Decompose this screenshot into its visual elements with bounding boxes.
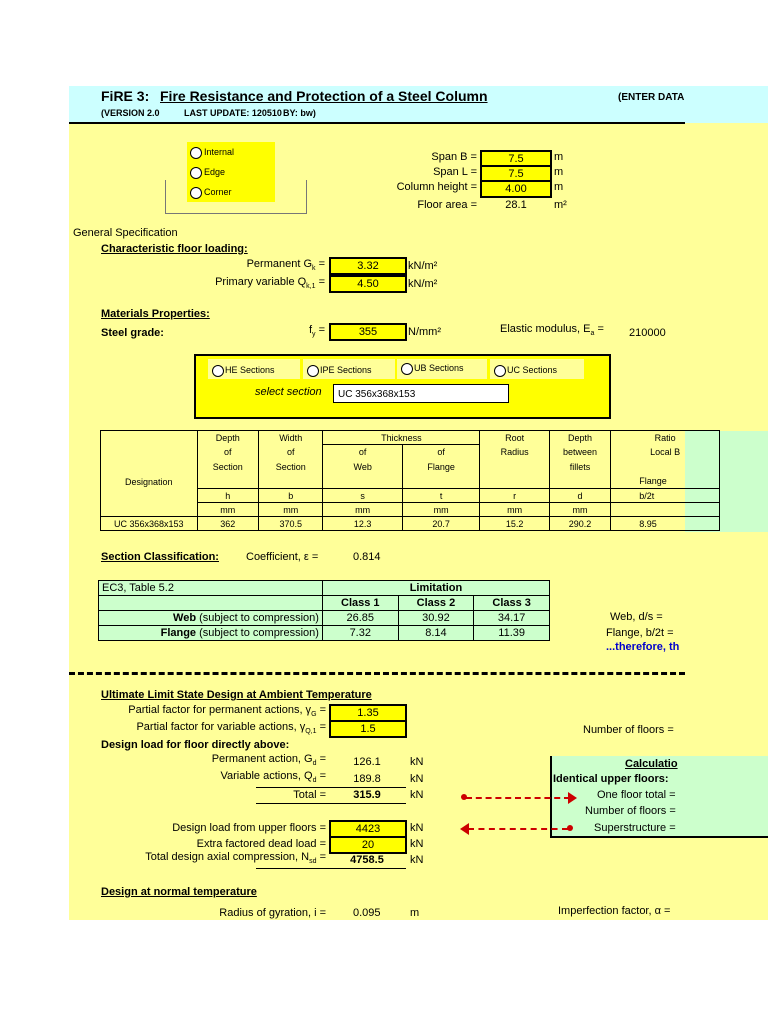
unit-t: mm <box>402 503 480 517</box>
fy-unit: N/mm² <box>408 326 441 338</box>
var-action-value: 189.8 <box>353 773 381 785</box>
design-load-heading: Design load for floor directly above: <box>101 739 290 751</box>
axial-unit: kN <box>410 854 424 866</box>
depth-h2: of <box>197 445 258 460</box>
version: (VERSION 2.0 <box>101 108 160 118</box>
unit-b: mm <box>259 503 323 517</box>
calc-num-floors: Number of floors = <box>585 805 676 817</box>
axial-rule <box>256 868 406 869</box>
total-label: Total = <box>293 789 326 801</box>
floor-area-unit: m² <box>554 199 567 211</box>
depth-h3: Section <box>197 460 258 475</box>
web-row-label: Web <box>173 612 197 624</box>
depth-h1: Depth <box>197 431 258 445</box>
perm-action-label: Permanent action, $G_d$ = <box>211 753 326 768</box>
last-update: LAST UPDATE: 120510 <box>184 108 282 118</box>
class1-header: Class 1 <box>322 596 398 611</box>
sym-h: h <box>197 489 258 503</box>
span-l-unit: m <box>554 166 564 178</box>
unit-r: mm <box>480 503 549 517</box>
normal-temp-heading: Design at normal temperature <box>101 886 257 898</box>
table-row <box>99 626 550 641</box>
row-b: 370.5 <box>259 517 323 531</box>
axial-label: Total design axial compression, $N_{sd}$ = <box>145 851 326 866</box>
radio-ub[interactable] <box>401 363 413 375</box>
total-rule-top <box>256 787 406 788</box>
pf-var-input[interactable]: 1.5 <box>329 720 407 738</box>
flange-row-note: (subject to compression) <box>199 627 319 639</box>
section-divider <box>69 672 685 675</box>
num-floors-label: Number of floors = <box>583 724 674 736</box>
variable-unit: kN/m² <box>408 278 438 290</box>
gyration-unit: m <box>410 907 420 919</box>
gyration-label: Radius of gyration, i = <box>219 907 326 919</box>
gyration-value: 0.095 <box>353 907 381 919</box>
char-loading-heading: Characteristic floor loading: <box>101 243 248 255</box>
arrow-end-dot <box>567 825 573 831</box>
unit-h: mm <box>197 503 258 517</box>
web-row-note: (subject to compression) <box>199 612 319 624</box>
select-section-label: select section <box>255 386 322 398</box>
width-h2: of <box>259 445 323 460</box>
extra-dead-input[interactable]: 20 <box>329 836 407 854</box>
section-dropdown[interactable]: UC 356x368x153 <box>333 384 509 403</box>
radio-he-label: HE Sections <box>225 365 275 375</box>
web-h2: Web <box>323 460 403 475</box>
radio-corner[interactable] <box>190 187 202 199</box>
classification-table <box>98 580 550 641</box>
fy-label: $f_y$ = <box>308 324 325 339</box>
sym-r: r <box>480 489 549 503</box>
floor-area-value: 28.1 <box>505 199 527 211</box>
author: BY: bw) <box>283 108 316 118</box>
row-h: 362 <box>197 517 258 531</box>
fy-input[interactable]: 355 <box>329 323 407 341</box>
root-h1: Root <box>480 431 549 445</box>
sym-b2t: b/2t <box>611 489 720 503</box>
designation-header: Designation <box>101 475 198 489</box>
width-h3: Section <box>259 460 323 475</box>
web-class1: 26.85 <box>322 611 398 626</box>
steel-grade-label: Steel grade: <box>101 327 164 339</box>
ratio-h1: Ratio <box>611 431 720 445</box>
upper-floors-label: Design load from upper floors = <box>172 822 326 834</box>
coefficient-label: Coefficient, ε = <box>246 551 319 563</box>
pf-var-label: Partial factor for variable actions, $\gamma_{Q,1}$ = <box>136 721 326 736</box>
span-l-input[interactable]: 7.5 <box>480 165 552 183</box>
thickness-header: Thickness <box>323 431 480 445</box>
row-designation: UC 356x368x153 <box>101 517 198 531</box>
span-b-label: Span B = <box>431 151 477 163</box>
radio-internal[interactable] <box>190 147 202 159</box>
column-height-input[interactable]: 4.00 <box>480 180 552 198</box>
section-dimensions-table <box>100 430 720 531</box>
total-rule-bottom <box>256 803 406 804</box>
title-underline <box>69 122 685 124</box>
therefore-text: ...therefore, th <box>606 641 680 653</box>
sym-b: b <box>259 489 323 503</box>
flange-ratio-label: Flange, b/2t = <box>606 627 674 639</box>
unit-s: mm <box>323 503 403 517</box>
enter-data-note: (ENTER DATA <box>618 92 685 103</box>
permanent-unit: kN/m² <box>408 260 438 272</box>
radio-corner-label: Corner <box>204 187 232 197</box>
var-action-unit: kN <box>410 773 424 785</box>
flange-h2: Flange <box>402 460 480 475</box>
radio-ipe[interactable] <box>307 365 319 377</box>
flange-row-label: Flange <box>160 627 197 639</box>
calc-title: Calculatio <box>625 758 678 770</box>
web-class3: 34.17 <box>474 611 550 626</box>
variable-load-input[interactable]: 4.50 <box>329 275 407 293</box>
column-height-label: Column height = <box>396 181 477 193</box>
class3-header: Class 3 <box>474 596 550 611</box>
between-h1: Depth <box>549 431 610 445</box>
radio-uc[interactable] <box>494 365 506 377</box>
span-l-label: Span L = <box>433 166 477 178</box>
row-b2t: 8.95 <box>611 517 720 531</box>
elastic-modulus-label: Elastic modulus, $E_a$ = <box>500 323 604 338</box>
limitation-header: Limitation <box>322 581 549 596</box>
app-prefix: FiRE 3: <box>101 88 150 104</box>
sym-d: d <box>549 489 610 503</box>
column-height-unit: m <box>554 181 564 193</box>
span-b-input[interactable]: 7.5 <box>480 150 552 168</box>
ratio-flange-header: Flange <box>611 475 720 489</box>
variable-label: Primary variable $Q_{k,1}$ = <box>215 276 325 291</box>
extra-dead-unit: kN <box>410 838 424 850</box>
row-t: 20.7 <box>402 517 480 531</box>
perm-action-value: 126.1 <box>353 756 381 768</box>
var-action-label: Variable actions, $Q_d$ = <box>220 770 326 785</box>
permanent-load-input[interactable]: 3.32 <box>329 257 407 275</box>
upper-floors-input[interactable]: 4423 <box>329 820 407 838</box>
uls-heading: Ultimate Limit State Design at Ambient Temperature <box>101 689 372 701</box>
flange-h1: of <box>402 445 480 460</box>
general-spec-heading: General Specification <box>73 227 178 239</box>
class2-header: Class 2 <box>398 596 474 611</box>
radio-edge-label: Edge <box>204 167 226 177</box>
radio-edge[interactable] <box>190 167 202 179</box>
unit-d: mm <box>549 503 610 517</box>
materials-heading: Materials Properties: <box>101 308 210 320</box>
classification-heading: Section Classification: <box>101 551 219 563</box>
radio-ub-label: UB Sections <box>414 363 464 373</box>
radio-uc-label: UC Sections <box>507 365 558 375</box>
imperfection-label: Imperfection factor, α = <box>558 905 671 917</box>
span-b-unit: m <box>554 151 564 163</box>
between-h2: between <box>549 445 610 460</box>
radio-ipe-label: IPE Sections <box>320 365 372 375</box>
permanent-label: Permanent $G_k$ = <box>246 258 325 273</box>
total-link-arrow <box>466 797 570 799</box>
row-s: 12.3 <box>323 517 403 531</box>
radio-internal-label: Internal <box>204 147 235 157</box>
arrow-right-head <box>568 792 577 804</box>
flange-class2: 8.14 <box>398 626 474 641</box>
ratio-h2: Local B <box>611 445 720 460</box>
radio-he[interactable] <box>212 365 224 377</box>
identical-floors: Identical upper floors: <box>553 773 669 785</box>
total-unit: kN <box>410 789 424 801</box>
total-value: 315.9 <box>353 789 381 801</box>
sym-s: s <box>323 489 403 503</box>
width-h1: Width <box>259 431 323 445</box>
flange-class3: 11.39 <box>474 626 550 641</box>
web-class2: 30.92 <box>398 611 474 626</box>
floor-area-label: Floor area = <box>417 199 477 211</box>
position-frame <box>165 180 307 214</box>
web-h1: of <box>323 445 403 460</box>
coefficient-value: 0.814 <box>353 551 381 563</box>
one-floor-total: One floor total = <box>597 789 676 801</box>
axial-value: 4758.5 <box>350 854 384 866</box>
upper-floors-unit: kN <box>410 822 424 834</box>
flange-class1: 7.32 <box>322 626 398 641</box>
sym-t: t <box>402 489 480 503</box>
pf-perm-input[interactable]: 1.35 <box>329 704 407 722</box>
between-h3: fillets <box>549 460 610 475</box>
perm-action-unit: kN <box>410 756 424 768</box>
page-title: Fire Resistance and Protection of a Steel Column <box>160 88 488 104</box>
extra-dead-label: Extra factored dead load = <box>196 838 326 850</box>
web-ratio-label: Web, d/s = <box>610 611 663 623</box>
table-ref: EC3, Table 5.2 <box>99 581 323 596</box>
row-r: 15.2 <box>480 517 549 531</box>
upper-link-arrow <box>468 828 568 830</box>
superstructure: Superstructure = <box>594 822 676 834</box>
row-d: 290.2 <box>549 517 610 531</box>
table-row <box>99 611 550 626</box>
elastic-modulus-value: 210000 <box>629 327 666 339</box>
root-h2: Radius <box>480 445 549 460</box>
pf-perm-label: Partial factor for permanent actions, $\gamma_G$ = <box>128 704 326 719</box>
table-row <box>101 517 720 531</box>
